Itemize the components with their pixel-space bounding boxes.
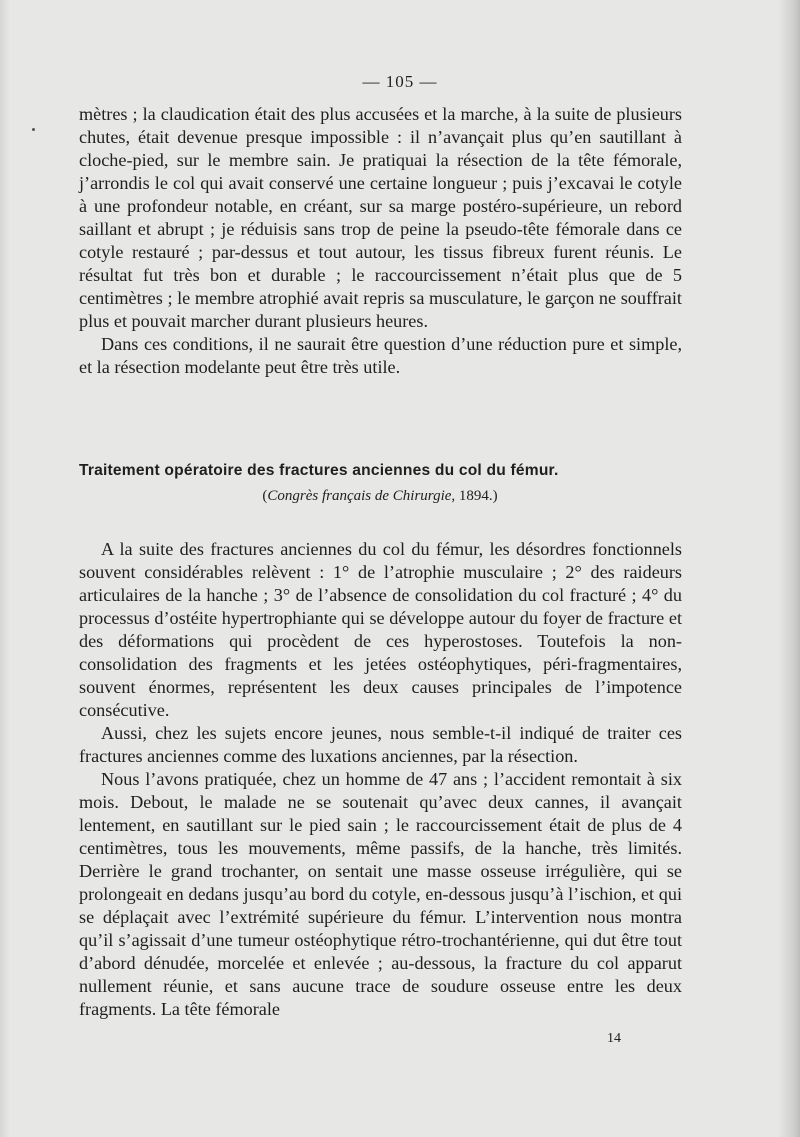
- paragraph: A la suite des fractures anciennes du col du fémur, les désordres fonctionnels souvent considérables relèvent : 1° de l’atrophie musculaire ; 2° des raideurs articulaires de la hanche ; 3° de l’absence de consolidation du col fracturé ; 4° du processus d’ostéite hypertrophiante qui se développe autour du foyer de fracture et des déformations qui procèdent de ces hyperostoses. Toutefois la non-consolidation des fragments et les jetées ostéophytiques, péri-fragmentaires, souvent énormes, représentent les deux causes principales de l’impotence consécutive.: [79, 539, 682, 720]
- section-body: [79, 538, 682, 1021]
- paragraph: Dans ces conditions, il ne saurait être question d’une réduction pure et simple, et la résection modelante peut être très utile.: [79, 334, 682, 377]
- signature-mark: 14: [607, 1031, 621, 1046]
- page-number: — 105 —: [362, 72, 438, 91]
- paragraph: Aussi, chez les sujets encore jeunes, nous semble-t-il indiqué de traiter ces fractures anciennes comme des luxations anciennes, par la résection.: [79, 723, 682, 766]
- citation-open: (: [262, 488, 268, 504]
- citation-venue: Congrès français de Chirurgie,: [267, 488, 456, 504]
- section-title: Traitement opératoire des fractures anciennes du col du fémur.: [79, 462, 559, 479]
- margin-speck: [32, 128, 35, 131]
- section-citation: [0, 488, 760, 505]
- page-shadow-left: [0, 0, 10, 1137]
- continuation-text: [79, 103, 682, 379]
- citation-year: 1894.): [455, 488, 498, 504]
- paragraph-continued: mètres ; la claudication était des plus accusées et la marche, à la suite de plusieurs chutes, était devenue presque impossible : il n’avançait plus qu’en sautillant à cloche-pied, sur le membre sain. Je pratiquai la résection de la tête fémorale, j’arrondis le col qui avait conservé une certaine longueur ; puis j’excavai le cotyle à une profondeur notable, en créant, sur sa marge postéro-supérieure, un rebord saillant et abrupt ; je réduisis sans trop de peine la pseudo-tête fémorale dans ce cotyle restauré ; par-dessus et tout autour, les tissus fibreux furent réunis. Le résultat fut très bon et durable ; le raccourcissement n’était plus que de 5 centimètres ; le membre atrophié avait repris sa musculature, le garçon ne souffrait plus et pouvait marcher durant plusieurs heures.: [79, 104, 682, 331]
- paragraph: Nous l’avons pratiquée, chez un homme de 47 ans ; l’accident remontait à six mois. Debout, le malade ne se soutenait qu’avec deux cannes, il avançait lentement, en sautillant sur le pied sain ; le raccourcissement était de plus de 4 centimètres, tous les mouvements, même passifs, de la hanche, très limités. Derrière le grand trochanter, on sentait une masse osseuse irrégulière, qui se prolongeait en dedans jusqu’au bord du cotyle, en-dessous jusqu’à l’ischion, et qui se déplaçait avec l’extrémité supérieure du fémur. L’intervention nous montra qu’il s’agissait d’une tumeur ostéophytique rétro-trochantérienne, qui dut être tout d’abord dénudée, morcelée et enlevée ; au-dessous, la fracture du col apparut nullement réunie, et sans aucune trace de soudure osseuse entre les deux fragments. La tête fémorale: [79, 769, 682, 1019]
- page-shadow-right: [778, 0, 800, 1137]
